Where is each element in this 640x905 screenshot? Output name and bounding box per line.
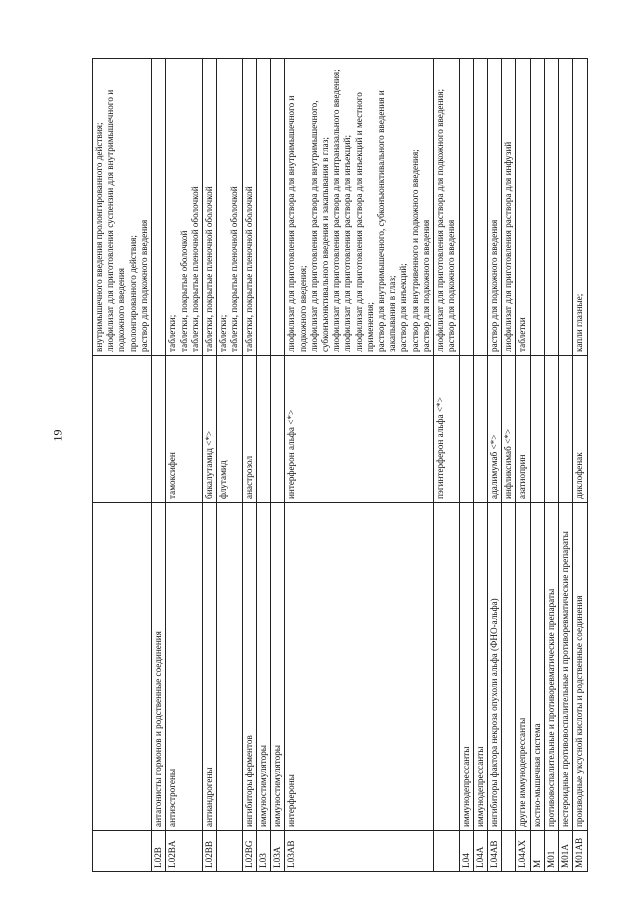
drug-name-cell: пэгинтерферон альфа <*>: [434, 356, 459, 503]
atc-code-cell: [93, 831, 152, 872]
atc-code-cell: L04AB: [488, 831, 502, 872]
group-name-cell: антиэстрогены: [166, 503, 203, 831]
dosage-form-cell: [93, 59, 152, 356]
group-name-cell: ингибиторы фактора некроза опухоли альфа (ФНО-альфа): [488, 503, 502, 831]
table-row: [93, 59, 152, 872]
dosage-form-line: раствор для подкожного введения: [446, 219, 457, 352]
group-name-cell: иммуностимуляторы: [256, 503, 270, 831]
dosage-form-line: раствор для внутривенного и подкожного введения;: [409, 149, 420, 352]
dosage-form-line: лиофилизат для приготовления раствора для инъекций;: [342, 134, 353, 352]
table-row: [502, 59, 516, 872]
atc-code-cell: L03AB: [285, 831, 434, 872]
drug-name-cell: [256, 356, 270, 503]
table-row: [516, 59, 530, 872]
table-row: [217, 59, 242, 872]
atc-code-cell: [502, 831, 516, 872]
table-row: [434, 59, 459, 872]
group-name-cell: [217, 503, 242, 831]
dosage-form-cell: [544, 59, 558, 356]
group-name-cell: [93, 503, 152, 831]
group-name-cell: иммуностимуляторы: [271, 503, 285, 831]
drug-name-cell: [473, 356, 487, 503]
dosage-form-cell: [217, 59, 242, 356]
drug-table: [92, 58, 588, 872]
dosage-form-cell: [242, 59, 256, 356]
dosage-form-cell: [152, 59, 166, 356]
group-name-cell: [434, 503, 459, 831]
table-row: [488, 59, 502, 872]
dosage-form-line: лиофилизат для приготовления раствора для внутримышечного и подкожного введения;: [286, 95, 308, 352]
atc-code-cell: L03A: [271, 831, 285, 872]
drug-name-cell: интерферон альфа <*>: [285, 356, 434, 503]
group-name-cell: другие иммунодепрессанты: [516, 503, 530, 831]
atc-code-cell: [434, 831, 459, 872]
dosage-form-cell: [559, 59, 573, 356]
table-row: [285, 59, 434, 872]
atc-code-cell: M01: [544, 831, 558, 872]
drug-name-cell: диклофенак: [573, 356, 587, 503]
table-row: [242, 59, 256, 872]
table-row: [152, 59, 166, 872]
group-name-cell: костно-мышечная система: [530, 503, 544, 831]
drug-name-cell: адалимумаб <*>: [488, 356, 502, 503]
drug-name-cell: тамоксифен: [166, 356, 203, 503]
dosage-form-cell: [285, 59, 434, 356]
drug-name-cell: [530, 356, 544, 503]
page-number: 19: [50, 429, 65, 442]
drug-name-cell: анастрозол: [242, 356, 256, 503]
group-name-cell: иммунодепрессанты: [473, 503, 487, 831]
group-name-cell: [502, 503, 516, 831]
dosage-form-cell: [516, 59, 530, 356]
drug-name-cell: инфликсимаб <*>: [502, 356, 516, 503]
dosage-form-line: лиофилизат для приготовления раствора для инфузий: [503, 141, 514, 352]
dosage-form-cell: [488, 59, 502, 356]
dosage-form-line: лиофилизат для приготовления раствора для подкожного введения;: [435, 88, 446, 352]
dosage-form-cell: [271, 59, 285, 356]
dosage-form-line: капли глазные;: [574, 293, 585, 352]
drug-name-cell: [459, 356, 473, 503]
table-row: [166, 59, 203, 872]
dosage-form-cell: [166, 59, 203, 356]
group-name-cell: ингибиторы ферментов: [242, 503, 256, 831]
dosage-form-line: раствор для инъекций;: [398, 263, 409, 352]
dosage-form-line: таблетки;: [167, 314, 178, 352]
group-name-cell: нестероидные противовоспалительные и противоревматические препараты: [559, 503, 573, 831]
table-row: [473, 59, 487, 872]
dosage-form-cell: [530, 59, 544, 356]
atc-code-cell: L04AX: [516, 831, 530, 872]
table-row: [559, 59, 573, 872]
atc-code-cell: M01AB: [573, 831, 587, 872]
group-name-cell: иммунодепрессанты: [459, 503, 473, 831]
table-row: [459, 59, 473, 872]
drug-table-body: [93, 59, 588, 872]
dosage-form-line: раствор для подкожного введения: [420, 219, 431, 352]
dosage-form-line: внутримышечного введения пролонгированного действия;: [94, 122, 104, 352]
dosage-form-cell: [459, 59, 473, 356]
atc-code-cell: L02BG: [242, 831, 256, 872]
dosage-form-line: раствор для подкожного введения: [138, 219, 149, 352]
dosage-form-cell: [473, 59, 487, 356]
dosage-form-line: таблетки, покрытые оболочкой: [178, 230, 189, 352]
dosage-form-line: пролонгированного действия;: [127, 235, 138, 352]
dosage-form-cell: [202, 59, 216, 356]
table-row: [530, 59, 544, 872]
atc-code-cell: M: [530, 831, 544, 872]
atc-code-cell: L02B: [152, 831, 166, 872]
drug-name-cell: [271, 356, 285, 503]
group-name-cell: интерфероны: [285, 503, 434, 831]
atc-code-cell: M01A: [559, 831, 573, 872]
dosage-form-line: раствор для внутримышечного, субконъюнктивального введения и закапывания в глаз;: [376, 90, 398, 352]
dosage-form-line: раствор для подкожного введения: [489, 219, 499, 352]
table-row: [256, 59, 270, 872]
dosage-form-cell: [256, 59, 270, 356]
group-name-cell: антагонисты гормонов и родственные соединения: [152, 503, 166, 831]
table-row: [202, 59, 216, 872]
dosage-form-cell: [434, 59, 459, 356]
dosage-form-cell: [573, 59, 587, 356]
atc-code-cell: L03: [256, 831, 270, 872]
drug-name-cell: [93, 356, 152, 503]
atc-code-cell: L04: [459, 831, 473, 872]
dosage-form-line: лиофилизат для приготовления суспензии для внутримышечного и подкожного введения: [105, 89, 127, 352]
drug-name-cell: флутамид: [217, 356, 242, 503]
table-row: [271, 59, 285, 872]
dosage-form-line: таблетки, покрытые пленочной оболочкой: [229, 186, 240, 352]
drug-name-cell: бикалутамид <*>: [202, 356, 216, 503]
group-name-cell: противовоспалительные и противоревматические препараты: [544, 503, 558, 831]
dosage-form-line: таблетки: [517, 317, 528, 352]
drug-name-cell: азатиоприн: [516, 356, 530, 503]
dosage-form-line: таблетки, покрытые пленочной оболочкой: [189, 186, 200, 352]
atc-code-cell: L04A: [473, 831, 487, 872]
group-name-cell: производные уксусной кислоты и родственные соединения: [573, 503, 587, 831]
drug-name-cell: [559, 356, 573, 503]
atc-code-cell: L02BB: [202, 831, 216, 872]
atc-code-cell: L02BA: [166, 831, 203, 872]
dosage-form-line: лиофилизат для приготовления раствора для инъекций и местного применения;: [353, 92, 375, 352]
atc-code-cell: [217, 831, 242, 872]
group-name-cell: антиандрогены: [202, 503, 216, 831]
table-row: [544, 59, 558, 872]
dosage-form-line: таблетки;: [218, 314, 229, 352]
dosage-form-line: лиофилизат для приготовления раствора для внутримышечного, субконъюнктивального введения и закапывания в глаз;: [308, 100, 330, 352]
drug-name-cell: [544, 356, 558, 503]
drug-name-cell: [152, 356, 166, 503]
dosage-form-line: таблетки, покрытые пленочной оболочкой: [243, 186, 254, 352]
dosage-form-line: лиофилизат для приготовления раствора для интраназального введения;: [331, 69, 342, 352]
dosage-form-line: таблетки, покрытые пленочной оболочкой: [203, 186, 214, 352]
rotated-page: [92, 59, 585, 872]
table-row: [573, 59, 587, 872]
dosage-form-cell: [502, 59, 516, 356]
